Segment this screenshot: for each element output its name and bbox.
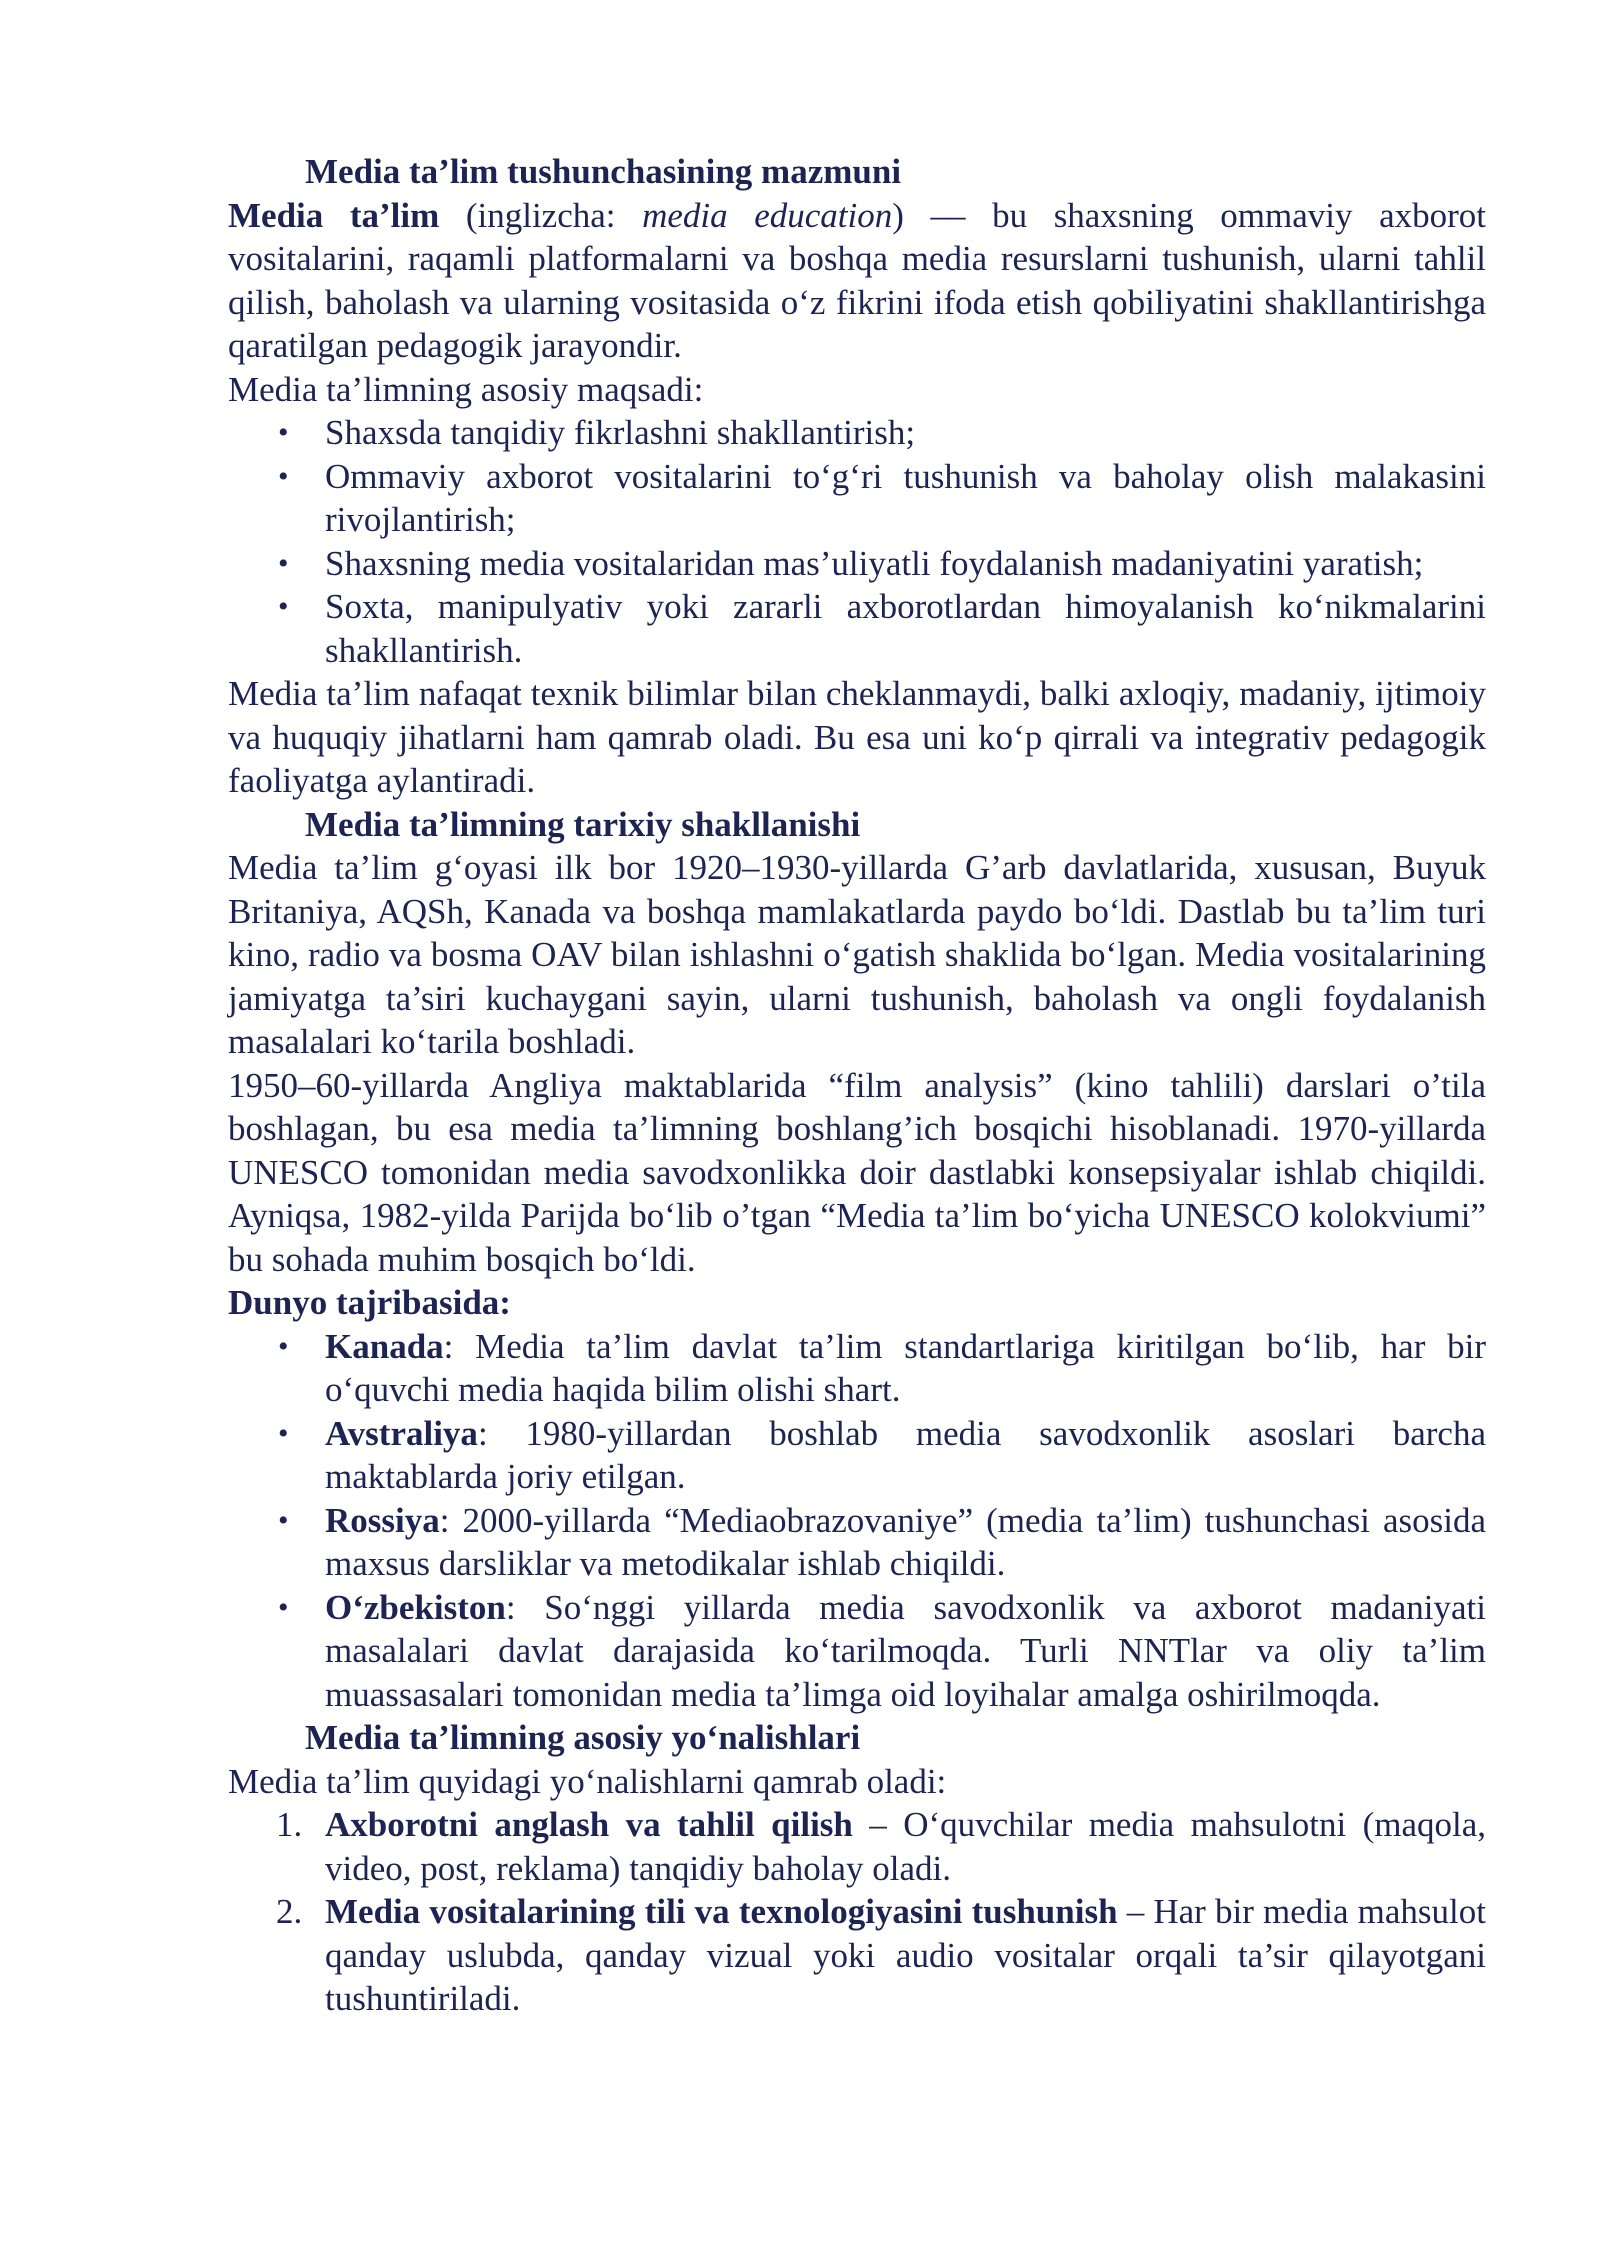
country-name: Avstraliya (325, 1413, 478, 1453)
section-heading-directions: Media ta’limning asosiy yo‘nalishlari (305, 1718, 861, 1757)
goals-intro: Media ta’limning asosiy maqsadi: (228, 369, 704, 409)
section-heading-history: Media ta’limning tarixiy shakllanishi (305, 804, 861, 844)
country-text: : 1980-yillardan boshlab media savodxonlik asoslari barcha maktablarda joriy etilgan. (325, 1413, 1486, 1496)
direction-text: – O‘quvchilar media mahsulotni (maqola, video, post, reklama) tanqidiy baholay oladi. (325, 1805, 1486, 1888)
definition-english-term: media education (642, 195, 893, 235)
definition-paragraph (228, 194, 1486, 368)
summary-paragraph: Media ta’lim nafaqat texnik bilimlar bilan cheklanmaydi, balki axloqiy, madaniy, ijtimoiy va huquqiy jihatlarni ham qamrab oladi. Bu esa uni ko‘p qirrali va integrativ pedagogik faoliyatga aylantiradi. (228, 674, 1486, 800)
direction-title: Media vositalarining tili va texnologiyasini tushunish (325, 1892, 1118, 1931)
goal-item: • Ommaviy axborot vositalarini to‘g‘ri tushunish va baholay olish malakasini rivojlantirish; (228, 455, 1486, 542)
world-experience-heading: Dunyo tajribasida: (228, 1283, 511, 1322)
goal-item: • Shaxsning media vositalaridan mas’uliyatli foydalanish madaniyatini yaratish; (228, 542, 1486, 586)
direction-title: Axborotni anglash va tahlil qilish (325, 1805, 853, 1844)
goal-item: • Soxta, manipulyativ yoki zararli axborotlardan himoyalanish ko‘nikmalarini shakllantirish. (228, 585, 1486, 672)
direction-text: – Har bir media mahsulot qanday uslubda, qanday vizual yoki audio vositalar orqali ta’sir qilayotgani tushuntiriladi. (325, 1892, 1486, 2018)
directions-list (228, 1803, 1486, 2021)
direction-number: 1. (276, 1805, 303, 1844)
goals-list (228, 411, 1486, 672)
country-text: : 2000-yillarda “Mediaobrazovaniye” (media ta’lim) tushunchasi asosida maxsus darsliklar va metodikalar ishlab chiqildi. (325, 1500, 1486, 1583)
direction-item (228, 1890, 1486, 2021)
document-page (228, 150, 1486, 2021)
country-item (228, 1412, 1486, 1499)
country-item (228, 1586, 1486, 1717)
history-paragraph-2: 1950–60-yillarda Angliya maktablarida “film analysis” (kino tahlili) darslari o’tila boshlagan, bu esa media ta’limning boshlang’ich bosqichi hisoblanadi. 1970-yillarda UNESCO tomonidan media savodxonlikka doir dastlabki konsepsiyalar ishlab chiqildi. Ayniqsa, 1982-yilda Parijda bo‘lib o’tgan “Media ta’lim bo‘yicha UNESCO kolokviumi” bu sohada muhim bosqich bo‘ldi. (228, 1065, 1486, 1279)
country-name: Kanada (325, 1326, 444, 1366)
country-name: Rossiya (325, 1500, 440, 1540)
country-text: : So‘nggi yillarda media savodxonlik va axborot madaniyati masalalari davlat darajasida ko‘tarilmoqda. Turli NNTlar va oliy ta’lim muassasalari tomonidan media ta’limga oid loyihalar amalga oshirilmoqda. (325, 1587, 1486, 1714)
history-paragraph-1: Media ta’lim g‘oyasi ilk bor 1920–1930-yillarda G’arb davlatlarida, xususan, Buyuk Britaniya, AQSh, Kanada va boshqa mamlakatlarda paydo bo‘ldi. Dastlab bu ta’lim turi kino, radio va bosma OAV bilan ishlashni o‘gatish shaklida bo‘lgan. Media vositalarining jamiyatga ta’siri kuchaygani sayin, ularni tushunish, baholash va ongli foydalanish masalalari ko‘tarila boshladi. (228, 848, 1486, 1061)
country-item (228, 1325, 1486, 1412)
country-name: O‘zbekiston (325, 1587, 506, 1627)
definition-term: Media ta’lim (228, 195, 440, 235)
section-heading-concept: Media ta’lim tushunchasining mazmuni (305, 152, 902, 191)
definition-text: ) –– bu shaxsning ommaviy axborot vositalarini, raqamli platformalarni va boshqa media resurslarni tushunish, ularni tahlil qilish, baholash va ularning vositasida o‘z fikrini ifoda etish qobiliyatini shakllantirishga qaratilgan pedagogik jarayondir. (228, 195, 1486, 365)
directions-intro: Media ta’lim quyidagi yo‘nalishlarni qamrab oladi: (228, 1761, 947, 1801)
country-item (228, 1499, 1486, 1586)
goal-item: • Shaxsda tanqidiy fikrlashni shakllantirish; (228, 411, 1486, 455)
direction-number: 2. (276, 1892, 303, 1931)
direction-item (228, 1803, 1486, 1890)
countries-list (228, 1325, 1486, 1717)
country-text: : Media ta’lim davlat ta’lim standartlariga kiritilgan bo‘lib, har bir o‘quvchi media haqida bilim olishi shart. (325, 1326, 1486, 1409)
definition-paren-open: (inglizcha: (439, 195, 643, 235)
